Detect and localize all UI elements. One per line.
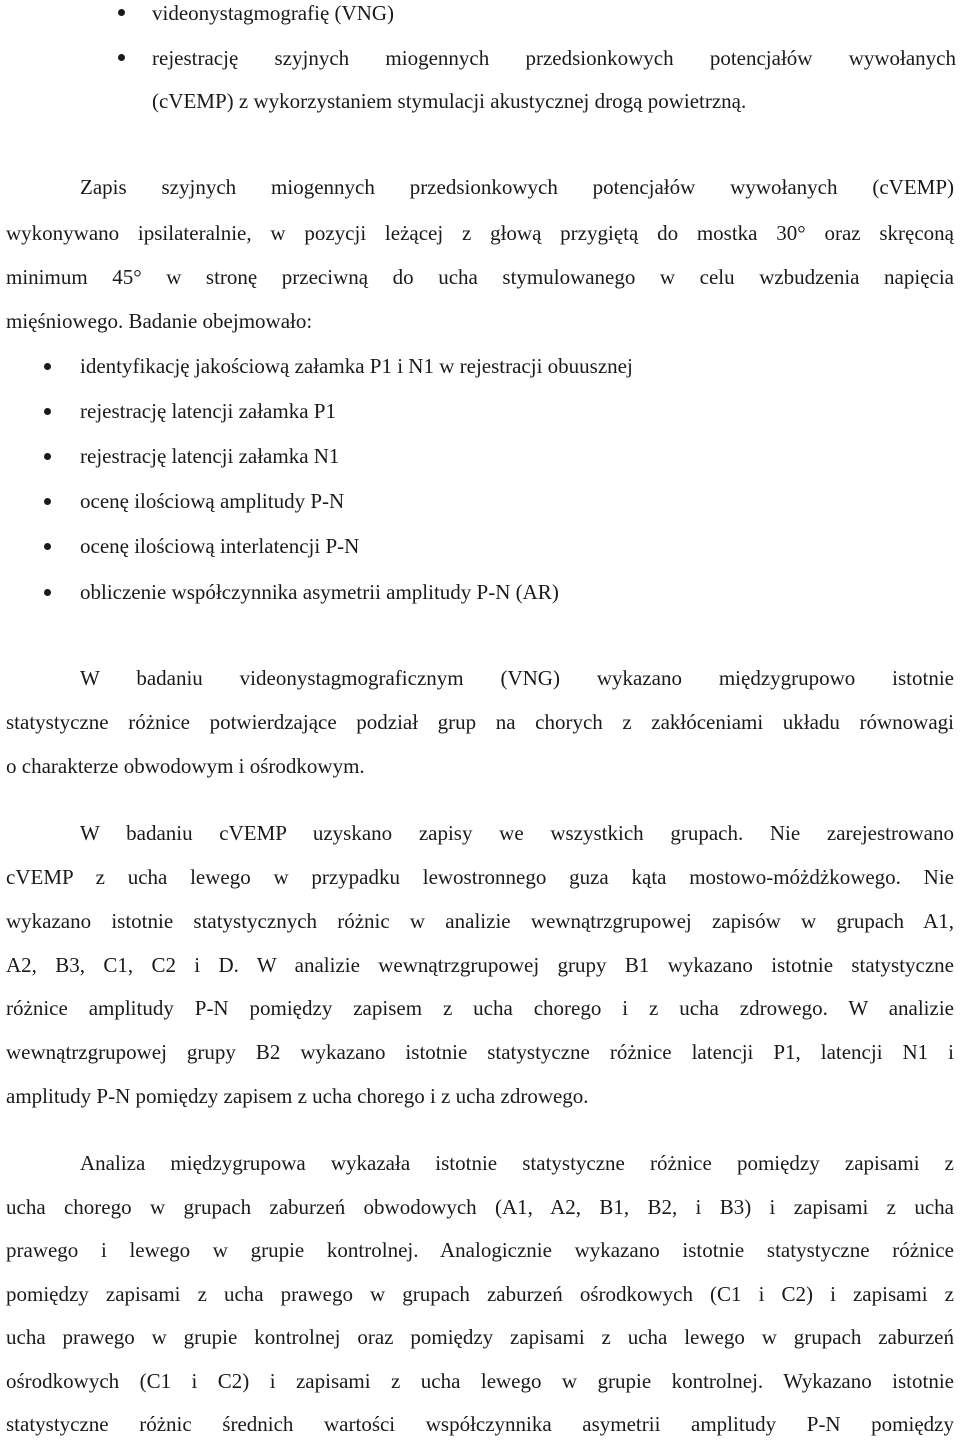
list-item: videonystagmografię (VNG)	[152, 1, 395, 25]
paragraph-line: o charakterze obwodowym i ośrodkowym.	[6, 754, 365, 778]
list-item: ocenę ilościową amplitudy P-N	[80, 489, 345, 513]
paragraph-line: cVEMP z ucha lewego w przypadku lewostronnego guza kąta mostowo-móżdżkowego. Nie	[6, 865, 954, 889]
bullet-icon	[44, 589, 51, 596]
paragraph-line: pomiędzy zapisami z ucha prawego w grupach zaburzeń ośrodkowych (C1 i C2) i zapisami z	[6, 1282, 954, 1306]
bullet-icon	[118, 54, 125, 61]
paragraph-line: statystyczne różnice potwierdzające podział grup na chorych z zakłóceniami układu równowagi	[6, 710, 954, 734]
list-item: rejestrację szyjnych miogennych przedsionkowych potencjałów wywołanych	[152, 46, 956, 70]
bullet-icon	[44, 543, 51, 550]
list-item: ocenę ilościową interlatencji P-N	[80, 534, 360, 558]
list-item: identyfikację jakościową załamka P1 i N1 w rejestracji obuusznej	[80, 354, 633, 378]
paragraph-line: ucha chorego w grupach zaburzeń obwodowych (A1, A2, B1, B2, i B3) i zapisami z ucha	[6, 1195, 954, 1219]
paragraph-line: ośrodkowych (C1 i C2) i zapisami z ucha lewego w grupie kontrolnej. Wykazano istotnie	[6, 1369, 954, 1393]
list-item: rejestrację latencji załamka P1	[80, 399, 336, 423]
paragraph-line: Analiza międzygrupowa wykazała istotnie statystyczne różnice pomiędzy zapisami z	[80, 1151, 954, 1175]
paragraph-line: wewnątrzgrupowej grupy B2 wykazano istotnie statystyczne różnice latencji P1, latencji N1 i	[6, 1040, 954, 1064]
paragraph-line: statystyczne różnic średnich wartości współczynnika asymetrii amplitudy P-N pomiędzy	[6, 1412, 954, 1436]
paragraph-line: Zapis szyjnych miogennych przedsionkowych potencjałów wywołanych (cVEMP)	[80, 175, 954, 199]
paragraph-line: wykonywano ipsilateralnie, w pozycji leżącej z głową przygiętą do mostka 30° oraz skręconą	[6, 221, 954, 245]
bullet-icon	[118, 9, 125, 16]
bullet-icon	[44, 363, 51, 370]
list-item: rejestrację latencji załamka N1	[80, 444, 340, 468]
bullet-icon	[44, 498, 51, 505]
paragraph-line: minimum 45° w stronę przeciwną do ucha stymulowanego w celu wzbudzenia napięcia	[6, 265, 954, 289]
paragraph-line: mięśniowego. Badanie obejmowało:	[6, 309, 313, 333]
paragraph-line: ucha prawego w grupie kontrolnej oraz pomiędzy zapisami z ucha lewego w grupach zaburzeń	[6, 1325, 954, 1349]
paragraph-line: różnice amplitudy P-N pomiędzy zapisem z ucha chorego i z ucha zdrowego. W analizie	[6, 996, 954, 1020]
list-item-continuation: (cVEMP) z wykorzystaniem stymulacji akustycznej drogą powietrzną.	[152, 89, 747, 113]
paragraph-line: A2, B3, C1, C2 i D. W analizie wewnątrzgrupowej grupy B1 wykazano istotnie statystyczne	[6, 953, 954, 977]
bullet-icon	[44, 408, 51, 415]
paragraph-line: W badaniu videonystagmograficznym (VNG) wykazano międzygrupowo istotnie	[80, 666, 954, 690]
bullet-icon	[44, 453, 51, 460]
paragraph-line: W badaniu cVEMP uzyskano zapisy we wszystkich grupach. Nie zarejestrowano	[80, 821, 954, 845]
paragraph-line: prawego i lewego w grupie kontrolnej. Analogicznie wykazano istotnie statystyczne różnice	[6, 1238, 954, 1262]
list-item: obliczenie współczynnika asymetrii amplitudy P-N (AR)	[80, 580, 559, 604]
paragraph-line: amplitudy P-N pomiędzy zapisem z ucha chorego i z ucha zdrowego.	[6, 1084, 589, 1108]
paragraph-line: wykazano istotnie statystycznych różnic w analizie wewnątrzgrupowej zapisów w grupach A1,	[6, 909, 954, 933]
